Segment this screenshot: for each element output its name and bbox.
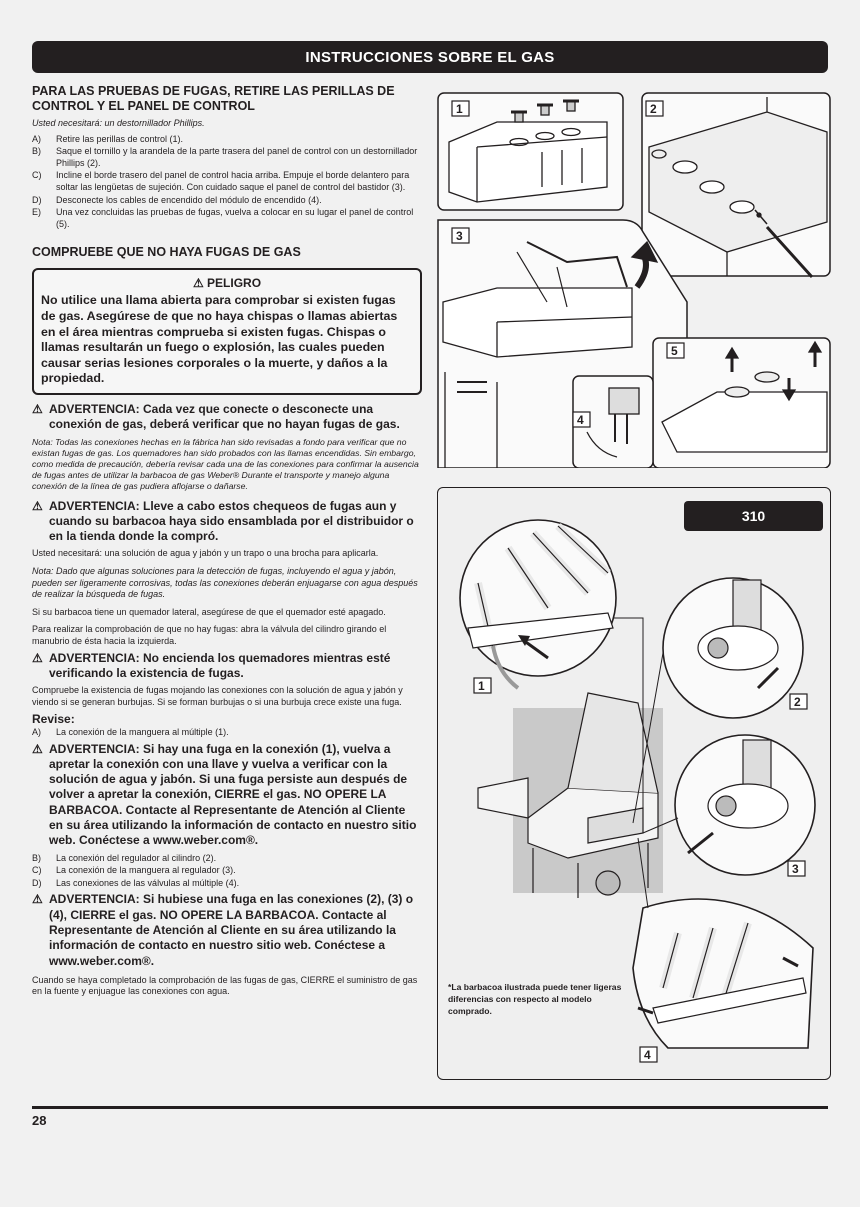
warning-icon: ⚠ <box>32 498 43 513</box>
revise-heading: Revise: <box>32 712 75 727</box>
detail-circle-1 <box>460 520 616 688</box>
danger-title: ⚠ PELIGRO <box>192 276 262 291</box>
removal-steps <box>32 134 422 231</box>
list-item: B) Saque el tornillo y la arandela de la parte trasera del panel de control con un destornillador Phillips (2). <box>32 146 418 168</box>
list-item: A) La conexión de la manguera al múltiple (1). <box>32 726 229 737</box>
side-burner-note: Si su barbacoa tiene un quemador lateral, asegúrese de que el quemador esté apagado. <box>32 606 386 617</box>
control-panel-illustration <box>437 92 832 468</box>
heading-remove-knobs: PARA LAS PRUEBAS DE FUGAS, RETIRE LAS PERILLAS DE CONTROL Y EL PANEL DE CONTROL <box>32 84 395 113</box>
tool-note: Usted necesitará: un destornillador Phillips. <box>32 118 205 128</box>
list-item: C) La conexión de la manguera al regulador (3). <box>32 865 236 876</box>
leak-label-2: 2 <box>794 695 801 709</box>
warning-icon: ⚠ <box>32 892 43 907</box>
list-item: D) Las conexiones de las válvulas al múltiple (4). <box>32 877 240 888</box>
detail-circle-4 <box>633 899 813 1048</box>
list-item: A) Retire las perillas de control (1). <box>32 133 184 144</box>
warning-3: ⚠ ADVERTENCIA: No encienda los quemadores mientras esté verificando la existencia de fugas. <box>32 650 391 680</box>
note-corrosive: Nota: Dado que algunas soluciones para la detección de fugas, incluyendo el agua y jabón, pueden ser ligeramente corrosivas, todas las conexiones deberán enjuagarse con agua después de realizar la búsqueda de fugas. <box>32 566 418 600</box>
leak-label-3: 3 <box>792 862 799 876</box>
heading-check-leaks: COMPRUEBE QUE NO HAYA FUGAS DE GAS <box>32 245 301 260</box>
warning-1: ⚠ ADVERTENCIA: Cada vez que conecte o desconecte una conexión de gas, deberá verificar que no hayan fugas de gas. <box>32 401 400 432</box>
label-1: 1 <box>456 102 463 116</box>
label-5: 5 <box>671 344 678 358</box>
detail-circle-3 <box>675 735 815 875</box>
warning-icon: ⚠ <box>32 401 43 416</box>
leak-label-1: 1 <box>478 679 485 693</box>
illustration-footnote: *La barbacoa ilustrada puede tener ligeras diferencias con respecto al modelo comprado. <box>448 982 622 1016</box>
warning-5: ⚠ ADVERTENCIA: Si hubiese una fuga en las conexiones (2), (3) o (4), CIERRE el gas. NO OPERE LA BARBACOA. Contacte al Representante de Atención al Cliente en su área utilizando la información de contacto en nuestro sitio web. Conéctese a www.weber.com®. <box>32 892 414 968</box>
danger-box <box>32 268 422 395</box>
warning-4: ⚠ ADVERTENCIA: Si hay una fuga en la conexión (1), vuelva a apretar la conexión con una llave y vuelva a verificar con la solución de agua y jabón. Si una fuga persiste aun después de volver a apretar la conexión, CIERRE el gas. NO OPERE LA BARBACOA. Contacte al Representante de Atención al Cliente en su área utilizando la información de contacto en nuestro sitio web. Conéctese a www.weber.com®. <box>32 741 417 848</box>
danger-body: No utilice una llama abierta para comprobar si existen fugas de gas. Asegúrese de que no haya chispas o llamas abiertas en el área mientras comprueba si existen fugas. Chispas o llamas resultarán un fuego o explosión, las cuales pueden causar serias lesiones corporales o la muerte, y daños a la propiedad. <box>41 293 398 386</box>
label-2: 2 <box>650 102 657 116</box>
warning-2: ⚠ ADVERTENCIA: Lleve a cabo estos chequeos de fugas aun y cuando su barbacoa haya sido ensamblada por el distribuidor o en la tienda donde la compró. <box>32 498 414 544</box>
figure-control-panel-removal <box>437 92 832 468</box>
label-4: 4 <box>577 413 584 427</box>
list-item: C) Incline el borde trasero del panel de control hacia arriba. Empuje el borde delantero para soltar las lengüetas de sujeción. Con cuidado saque el panel de control del bastidor (3). <box>32 170 410 192</box>
warning-icon: ⚠ <box>32 650 43 665</box>
figure-leak-check <box>437 487 831 1080</box>
page-number: 28 <box>32 1113 47 1128</box>
label-3: 3 <box>456 229 463 243</box>
detail-circle-2 <box>663 578 803 718</box>
leak-label-4: 4 <box>644 1048 651 1062</box>
list-item: E) Una vez concluidas las pruebas de fugas, vuelva a colocar en su lugar el panel de control (5). <box>32 207 414 229</box>
rinse-note: Cuando se haya completado la comprobación de las fugas de gas, CIERRE el suministro de gas en la fuente y enjuague las conexiones con agua. <box>32 974 418 997</box>
text-column <box>32 84 422 1004</box>
footer-rule <box>32 1106 828 1109</box>
tool-note-solution: Usted necesitará: una solución de agua y jabón y un trapo o una brocha para aplicarla. <box>32 548 379 559</box>
list-item: B) La conexión del regulador al cilindro (2). <box>32 852 217 863</box>
model-number-badge: 310 <box>684 501 823 531</box>
note-factory: Nota: Todas las conexiones hechas en la fábrica han sido revisadas a fondo para verificar que no existan fugas de gas. Los quemadores han sido probados con las llamas encendidas. Sin embargo, como medida de precaución, debería revisar cada una de las conexiones para confirmar la ausencia de fugas antes de utilizar la barbacoa de gas Weber® Durante el transporte y manejo alguna conexión de la línea de gas pudiera aflojarse o dañarse. <box>32 436 419 492</box>
section-banner: INSTRUCCIONES SOBRE EL GAS <box>32 41 828 73</box>
bubble-test-note: Compruebe la existencia de fugas mojando las conexiones con la solución de agua y jabón y viendo si se generan burbujas. Si se forman burbujas o si una burbuja crece existe una fuga. <box>32 685 403 707</box>
open-valve-note: Para realizar la comprobación de que no hay fugas: abra la válvula del cilindro girando el manubrio de ésta hacia la izquierda. <box>32 624 387 646</box>
list-item: D) Desconecte los cables de encendido del módulo de encendido (4). <box>32 194 322 205</box>
warning-icon: ⚠ <box>32 741 43 756</box>
